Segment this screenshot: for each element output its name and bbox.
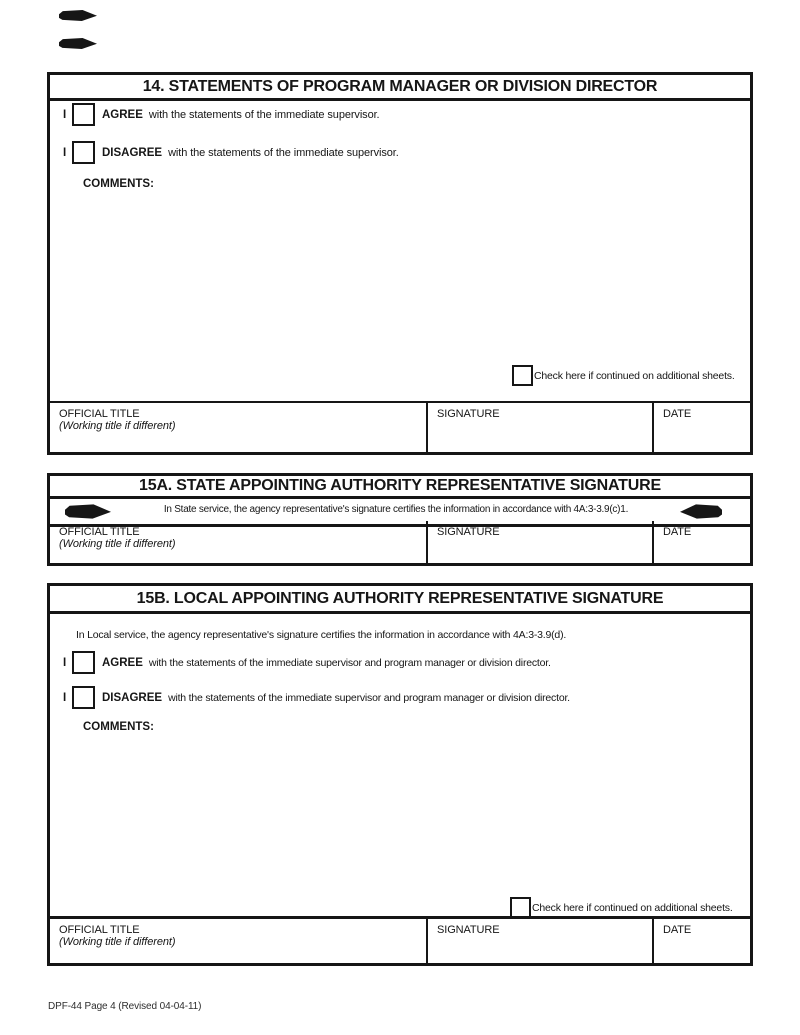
section-14-continued-row [512, 365, 735, 386]
section-15a [47, 473, 753, 566]
disagree-statement-text: with the statements of the immediate supervisor. [168, 146, 399, 159]
continued-note: Check here if continued on additional sheets. [532, 901, 733, 914]
statement-prefix: I [63, 146, 67, 159]
disagree-checkbox[interactable] [72, 141, 95, 164]
working-title-note: (Working title if different) [59, 538, 176, 550]
section-15a-signature-row [50, 521, 750, 563]
disagree-label: DISAGREE [102, 691, 163, 704]
agree-checkbox[interactable] [72, 103, 95, 126]
working-title-note: (Working title if different) [59, 420, 176, 432]
signature-field[interactable] [426, 521, 652, 563]
date-label: DATE [663, 526, 692, 538]
signature-field[interactable] [426, 403, 652, 452]
disagree-label: DISAGREE [102, 146, 163, 159]
section-15b-title: 15B. LOCAL APPOINTING AUTHORITY REPRESENTATIVE SIGNATURE [50, 586, 750, 614]
statement-prefix: I [63, 108, 67, 121]
official-title-label: OFFICIAL TITLE [59, 526, 140, 538]
official-title-field[interactable] [50, 521, 426, 563]
comments-label: COMMENTS: [83, 178, 154, 190]
statement-prefix: I [63, 691, 67, 704]
arrow-left-icon [680, 503, 722, 520]
continued-checkbox[interactable] [510, 897, 531, 918]
official-title-label: OFFICIAL TITLE [59, 408, 140, 420]
disagree-checkbox[interactable] [72, 686, 95, 709]
section-15b-disagree-row [63, 686, 570, 709]
disagree-statement-text: with the statements of the immediate supervisor and program manager or division director. [168, 691, 570, 704]
official-title-field[interactable] [50, 403, 426, 452]
section-15b-certification-text: In Local service, the agency representative's signature certifies the information in accordance with 4A:3-3.9(d). [76, 629, 567, 641]
agree-label: AGREE [102, 108, 143, 121]
agree-statement-text: with the statements of the immediate supervisor and program manager or division director. [148, 656, 551, 669]
comments-area[interactable] [58, 738, 742, 888]
section-15b-agree-row [63, 651, 551, 674]
agree-statement-text: with the statements of the immediate supervisor. [148, 108, 380, 121]
signature-label: SIGNATURE [437, 924, 500, 936]
comments-label: COMMENTS: [83, 721, 154, 733]
signature-label: SIGNATURE [437, 408, 500, 420]
comments-area[interactable] [58, 195, 742, 360]
agree-label: AGREE [102, 656, 143, 669]
section-14 [47, 72, 753, 455]
working-title-note: (Working title if different) [59, 936, 176, 948]
continued-checkbox[interactable] [512, 365, 533, 386]
section-15a-certification-text: In State service, the agency representative's signature certifies the information in accordance with 4A:3-3.9(c)1. [163, 504, 629, 515]
page-continuation-arrow-icon [59, 37, 97, 50]
section-14-agree-row [63, 103, 380, 126]
section-15b [47, 583, 753, 966]
date-field[interactable] [652, 403, 750, 452]
section-15a-title: 15A. STATE APPOINTING AUTHORITY REPRESENTATIVE SIGNATURE [50, 476, 750, 499]
signature-field[interactable] [426, 919, 652, 963]
form-footer: DPF-44 Page 4 (Revised 04-04-11) [48, 1001, 202, 1012]
section-14-disagree-row [63, 141, 399, 164]
arrow-right-icon [65, 503, 111, 520]
page-continuation-arrow-icon [59, 9, 97, 22]
statement-prefix: I [63, 656, 67, 669]
section-14-title: 14. STATEMENTS OF PROGRAM MANAGER OR DIVISION DIRECTOR [50, 75, 750, 101]
official-title-label: OFFICIAL TITLE [59, 924, 140, 936]
continued-note: Check here if continued on additional sheets. [534, 369, 735, 382]
section-14-signature-row [50, 401, 750, 452]
date-field[interactable] [652, 919, 750, 963]
section-15b-signature-row [50, 916, 750, 963]
signature-label: SIGNATURE [437, 526, 500, 538]
date-label: DATE [663, 408, 692, 420]
agree-checkbox[interactable] [72, 651, 95, 674]
date-label: DATE [663, 924, 692, 936]
date-field[interactable] [652, 521, 750, 563]
section-15b-continued-row [510, 897, 733, 918]
official-title-field[interactable] [50, 919, 426, 963]
